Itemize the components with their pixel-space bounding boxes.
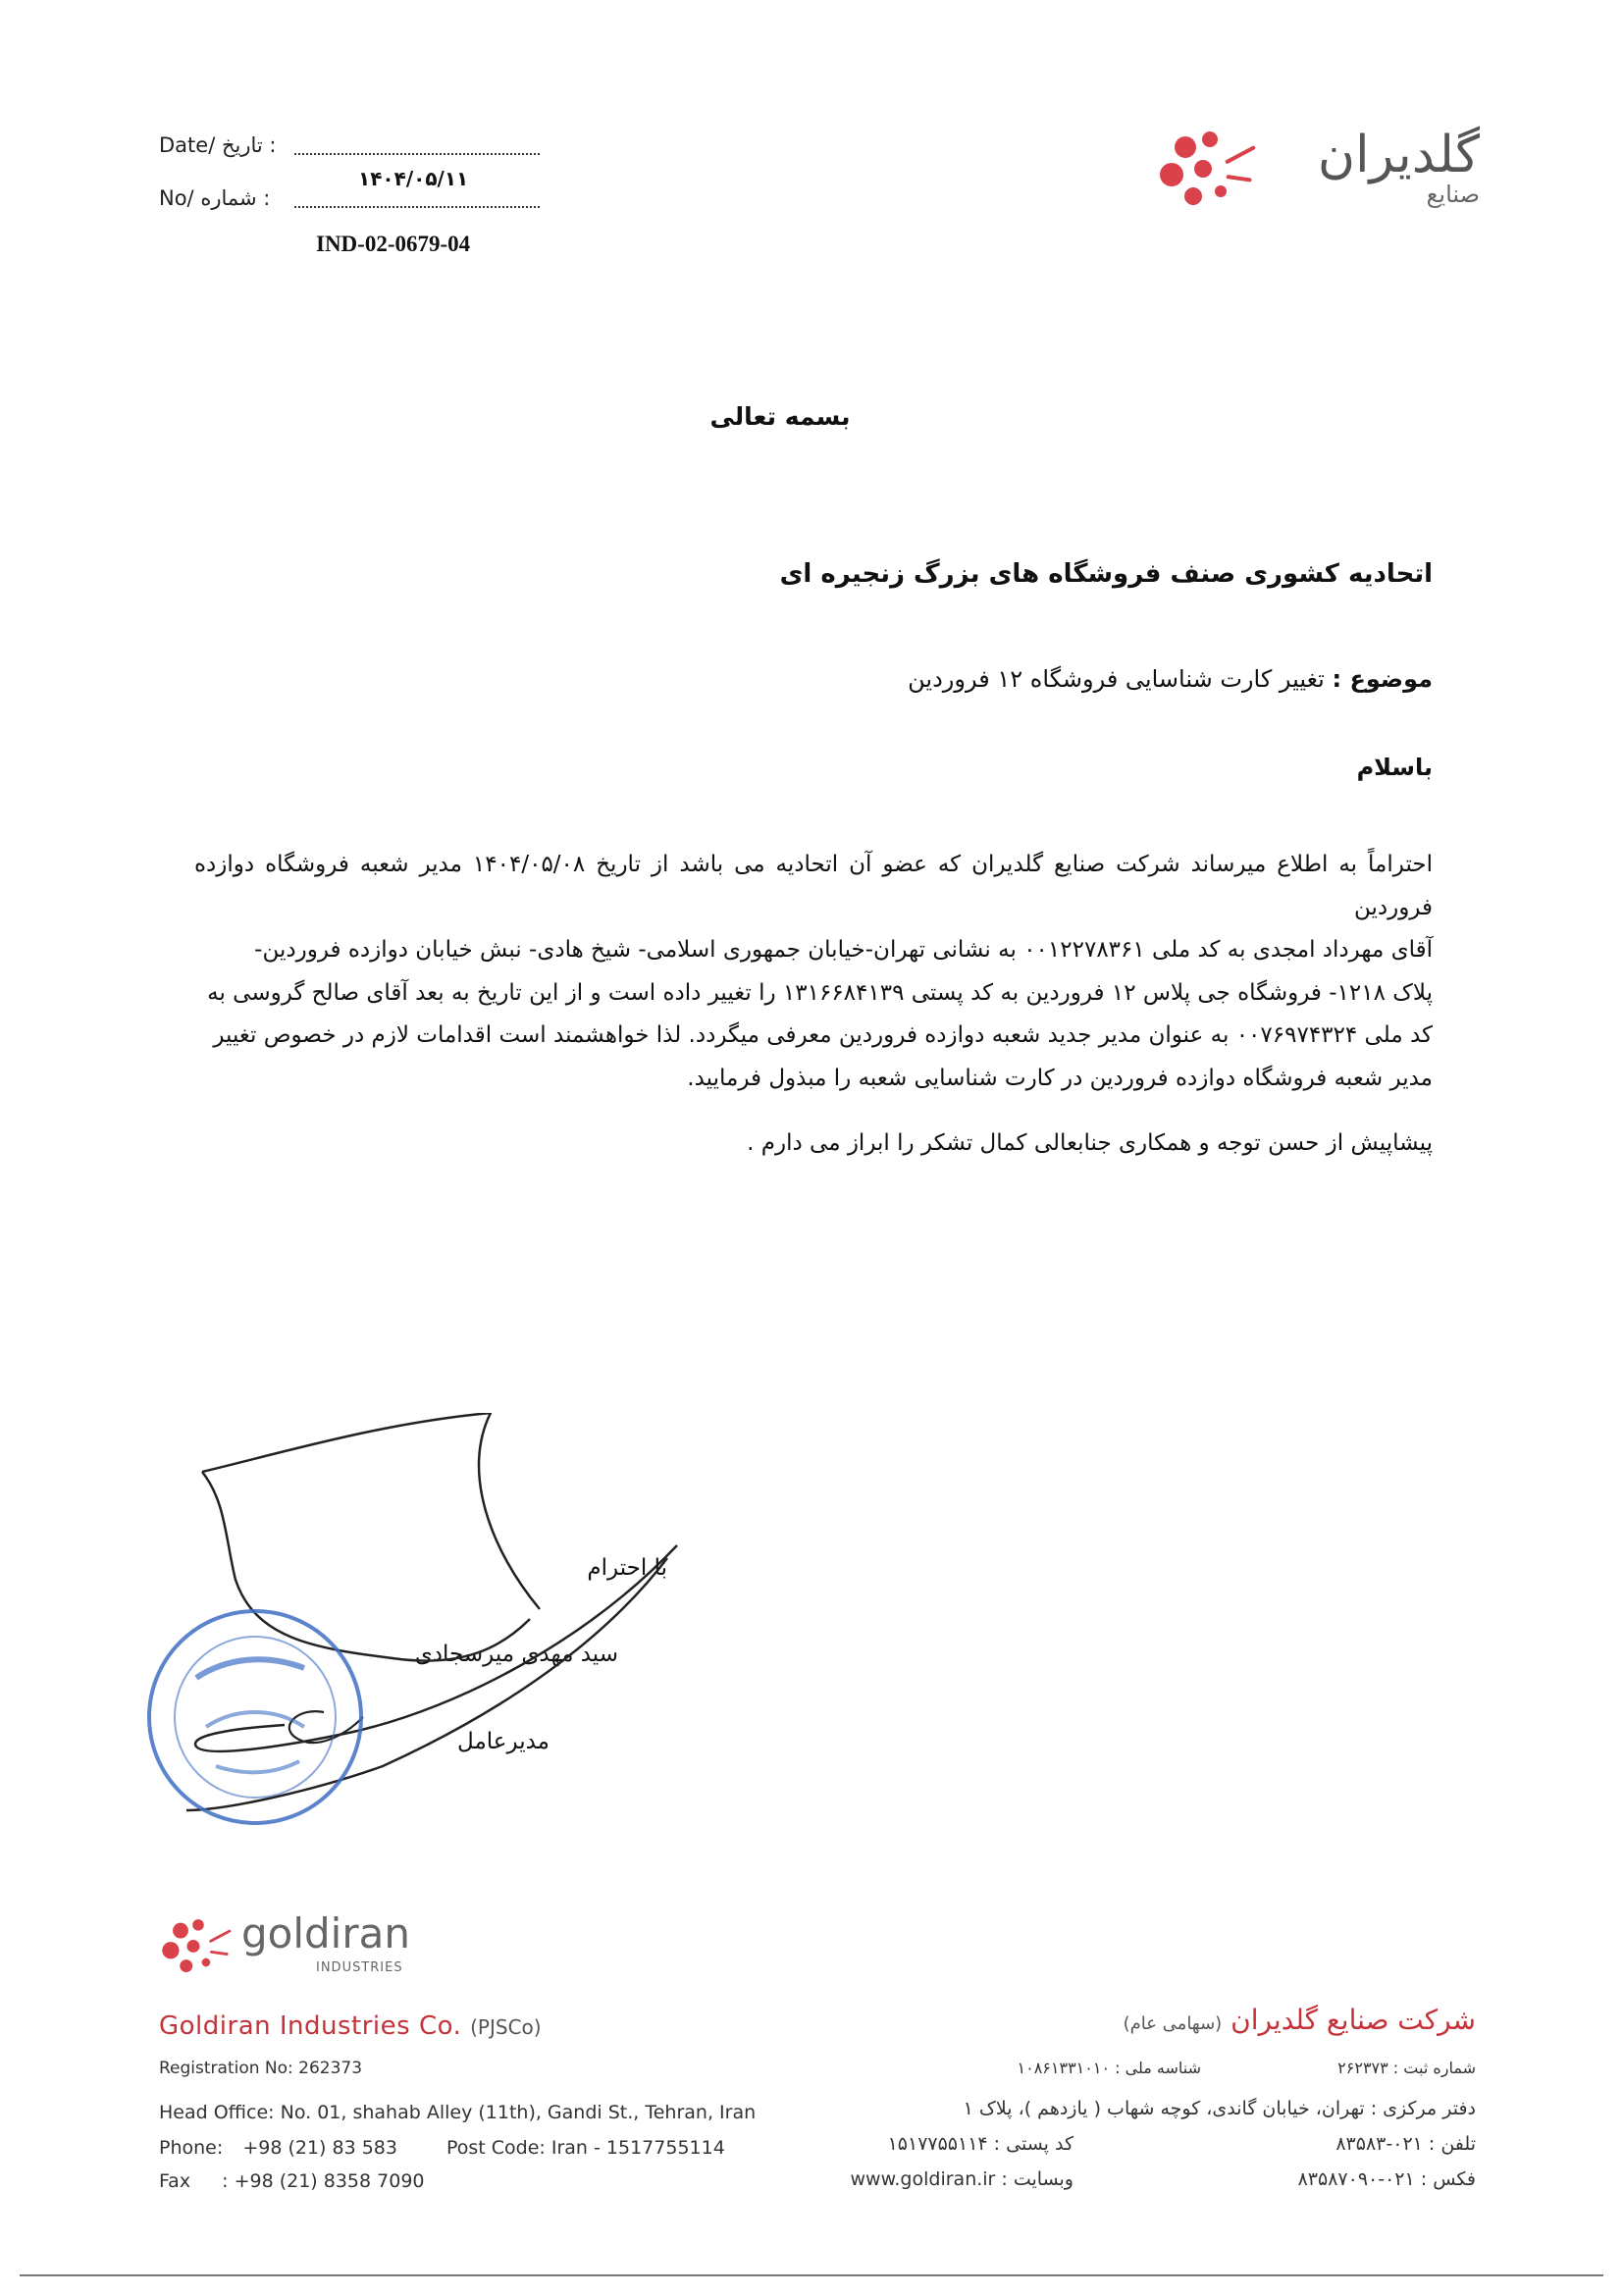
recipient: اتحادیه کشوری صنف فروشگاه های بزرگ زنجیره ای <box>779 559 1433 589</box>
company-name-en <box>159 2011 542 2041</box>
postcode-en: Post Code: Iran - 1517755114 <box>446 2137 725 2159</box>
number-dotted-line <box>294 206 540 208</box>
company-logo <box>1156 118 1490 226</box>
logo-text: گلدیران <box>1317 126 1480 184</box>
reference-number: IND-02-0679-04 <box>316 232 471 256</box>
body-paragraph <box>194 844 1433 1100</box>
greeting: باسلام <box>1356 754 1433 781</box>
date-label: Date/ تاریخ : <box>159 133 277 157</box>
phone-fa: تلفن : ۰۲۱-۸۳۵۸۳ <box>1335 2133 1476 2155</box>
fax-en-value: : +98 (21) 8358 7090 <box>222 2170 425 2192</box>
flower-icon <box>159 1909 237 1980</box>
subject-line <box>550 665 1433 693</box>
invocation: بسمه تعالی <box>709 402 851 431</box>
phone-en-row <box>159 2137 397 2159</box>
website-fa: وبسایت : www.goldiran.ir <box>850 2168 1073 2190</box>
postcode-fa: کد پستی : ۱۵۱۷۷۵۵۱۱۴ <box>887 2133 1073 2155</box>
footer-logo <box>159 1905 424 1984</box>
registration-fa: شماره ثبت : ۲۶۲۳۷۳ <box>1337 2059 1476 2077</box>
body-line: احتراماً به اطلاع میرساند شرکت صنایع گلدیران که عضو آن اتحادیه می باشد از تاریخ ۱۴۰۴/۰۵/۰۸ مدیر شعبه فروشگاه دوازده فروردین <box>194 852 1433 920</box>
date-dotted-line <box>294 153 540 155</box>
company-name-fa-text: شرکت صنایع گلدیران <box>1230 2004 1476 2036</box>
subject-label: موضوع : <box>1332 665 1433 693</box>
fax-en-row <box>159 2170 425 2192</box>
signatory-title: مدیرعامل <box>457 1729 550 1754</box>
closing-sentence: پیشاپیش از حسن توجه و همکاری جنابعالی کمال تشکر را ابراز می دارم . <box>747 1130 1433 1156</box>
phone-en-label: Phone: <box>159 2137 224 2159</box>
signatory-name: سید مهدی میرسجادی <box>414 1642 618 1667</box>
registration-en: Registration No: 262373 <box>159 2059 363 2078</box>
subject-text: تغییر کارت شناسایی فروشگاه ۱۲ فروردین <box>908 665 1325 693</box>
company-name-fa <box>789 2004 1476 2036</box>
address-en: Head Office: No. 01, shahab Alley (11th), Gandi St., Tehran, Iran <box>159 2102 757 2123</box>
footer-rule <box>20 2274 1603 2276</box>
company-type-en: (PJSCo) <box>470 2015 542 2039</box>
address-fa: دفتر مرکزی : تهران، خیابان گاندی، کوچه شهاب ( یازدهم )، پلاک ۱ <box>963 2098 1476 2119</box>
date-value: ۱۴۰۴/۰۵/۱۱ <box>358 167 469 190</box>
body-line: کد ملی ۰۰۷۶۹۷۴۳۲۴ به عنوان مدیر جدید شعبه دوازده فروردین معرفی میگردد. لذا خواهشمند است اقدامات لازم در خصوص تغییر <box>213 1022 1433 1048</box>
footer-logo-name: goldiran <box>241 1909 410 1957</box>
company-type-fa: (سهامی عام) <box>1123 2013 1223 2034</box>
company-name-en-text: Goldiran Industries Co. <box>159 2011 462 2041</box>
body-line: پلاک ۱۲۱۸- فروشگاه جی پلاس ۱۲ فروردین به کد پستی ۱۳۱۶۶۸۴۱۳۹ را تغییر داده است و از این تاریخ به بعد آقای صالح گروسی به <box>207 979 1433 1006</box>
body-line: آقای مهرداد امجدی به کد ملی ۰۰۱۲۲۷۸۳۶۱ به نشانی تهران-خیابان جمهوری اسلامی- شیخ هادی- نبش خیابان دوازده فروردین- <box>254 937 1433 963</box>
flower-icon <box>1156 118 1264 216</box>
number-label: No/ شماره : <box>159 186 271 210</box>
footer-logo-sub: INDUSTRIES <box>316 1960 403 1975</box>
regards: با احترام <box>587 1555 667 1581</box>
logo-subtext: صنایع <box>1426 181 1480 208</box>
phone-en-value: +98 (21) 83 583 <box>242 2137 397 2159</box>
company-stamp <box>137 1599 373 1835</box>
body-line: مدیر شعبه فروشگاه دوازده فروردین در کارت شناسایی شعبه را مبذول فرمایید. <box>687 1065 1433 1091</box>
fax-en-label: Fax <box>159 2170 191 2192</box>
fax-fa: فکس : ۰۲۱-۸۳۵۸۷۰۹۰ <box>1297 2168 1476 2190</box>
national-id-fa: شناسه ملی : ۱۰۸۶۱۳۳۱۰۱۰ <box>1017 2059 1201 2077</box>
